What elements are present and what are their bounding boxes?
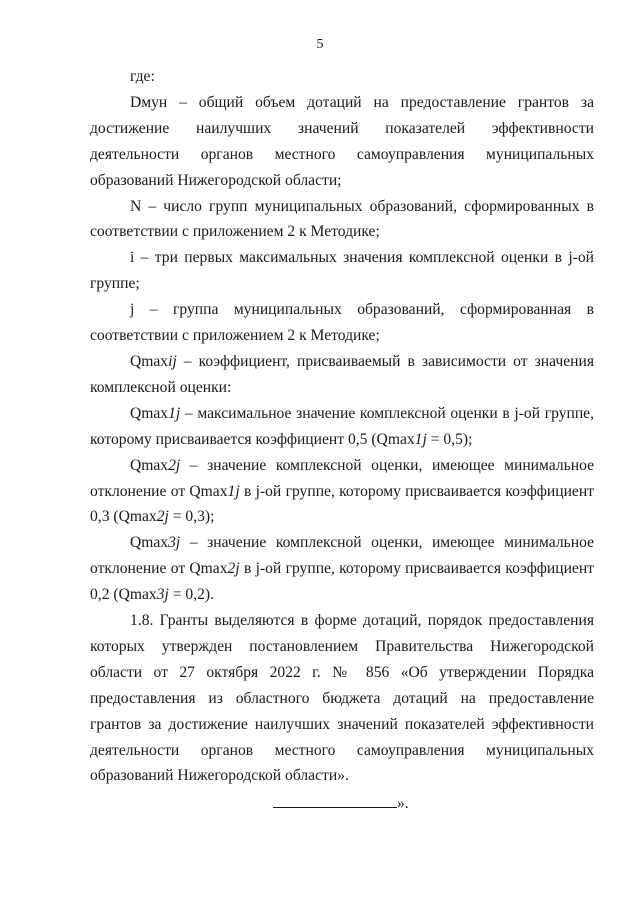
qmax2j-rest: – значение комплексной оценки, имеющее минимальное отклонение от Qmax	[90, 456, 594, 500]
clause-text: Гранты выделяются в форме дотаций, порядок предоставления которых утвержден постановлением Правительства Нижегородской области от 27 октября 2022 г. № 856 «Об утверждении Порядка предоставления из областного бюджета дотаций на предоставление грантов за достижение наилучших значений показателей эффективности деятельности органов местного самоуправления муниципальных образований Нижегородской области».	[90, 612, 594, 785]
qmax3j-subref: 2j	[227, 560, 240, 578]
qmax2j-rest2: в j-ой группе, которому присваивается коэффициент 0,3 (Qmax	[90, 482, 594, 526]
qmax2j-subref: 1j	[227, 482, 240, 500]
qmax2j-sub2: 2j	[156, 508, 169, 526]
qmax2j-sub: 2j	[168, 456, 181, 474]
qmax3j-prefix: Qmax	[130, 534, 169, 552]
qmax1j-rest: – максимальное значение комплексной оценки в j-ой группе, которому присваивается коэффициент 0,5 (Qmax	[90, 404, 594, 448]
qmax3j-sub: 3j	[168, 534, 181, 552]
closing-suffix: ».	[397, 795, 409, 812]
paragraph-qmax3j	[90, 530, 594, 608]
paragraph-j: j – группа муниципальных образований, сформированная в соответствии с приложением 2 к Методике;	[90, 301, 594, 345]
qmax1j-prefix: Qmax	[130, 404, 169, 422]
paragraph-clause-1-8	[90, 608, 594, 789]
paragraph-where: где:	[130, 68, 155, 85]
qmax3j-rest: – значение комплексной оценки, имеющее минимальное отклонение от Qmax	[90, 534, 594, 578]
document-body	[90, 64, 594, 789]
qmaxij-prefix: Qmax	[130, 352, 169, 370]
paragraph-i: i – три первых максимальных значения комплексной оценки в j-ой группе;	[90, 249, 594, 293]
paragraph-qmax2j	[90, 453, 594, 531]
signature-line	[273, 793, 397, 808]
qmax1j-sub: 1j	[168, 404, 181, 422]
qmax3j-tail: = 0,2).	[168, 586, 215, 604]
qmax1j-tail: = 0,5);	[426, 430, 473, 448]
paragraph-qmax1j	[90, 401, 594, 453]
page-number: 5	[316, 37, 324, 52]
qmaxij-rest: – коэффициент, присваиваемый в зависимости от значения комплексной оценки:	[90, 352, 594, 396]
clause-number: 1.8.	[130, 612, 154, 630]
qmax2j-tail: = 0,3);	[168, 508, 215, 526]
qmax3j-sub2: 3j	[156, 586, 169, 604]
paragraph-qmaxij	[90, 349, 594, 401]
qmaxij-sub: ij	[168, 352, 177, 370]
qmax3j-rest2: в j-ой группе, которому присваивается коэффициент 0,2 (Qmax	[90, 560, 594, 604]
paragraph-n: N – число групп муниципальных образований, сформированных в соответствии с приложением 2 к Методике;	[90, 197, 594, 241]
closing-mark	[273, 793, 409, 813]
paragraph-dmun: Dмун – общий объем дотаций на предоставление грантов за достижение наилучших значений показателей эффективности деятельности органов местного самоуправления муниципальных образований Нижегородской области;	[90, 93, 594, 189]
qmax2j-prefix: Qmax	[130, 456, 169, 474]
qmax1j-sub2: 1j	[414, 430, 427, 448]
